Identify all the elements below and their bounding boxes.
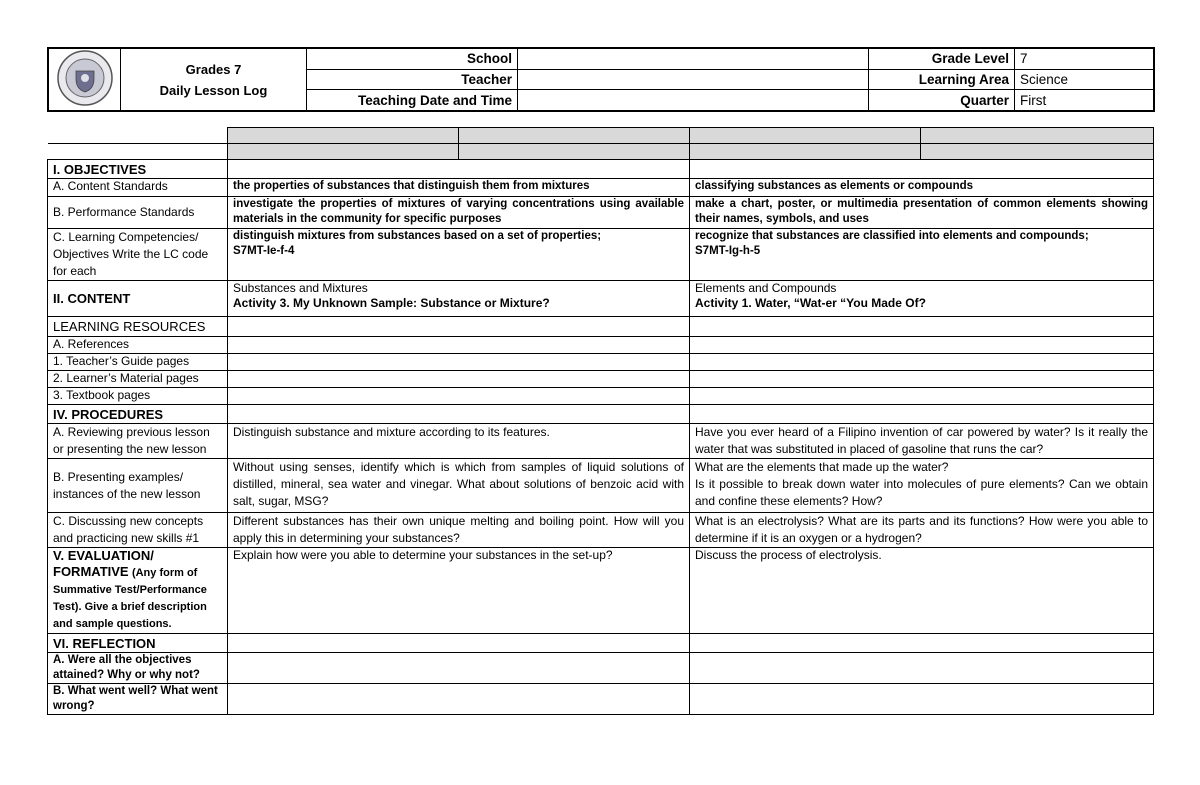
- quarter-field[interactable]: First: [1015, 90, 1155, 111]
- reflection-a-label: A. Were all the objectives attained? Why or why not?: [48, 653, 228, 684]
- reflection-a-row: [48, 653, 1154, 684]
- performance-standards-cell-2[interactable]: make a chart, poster, or multimedia presentation of common elements showing their names, symbols, and uses: [690, 197, 1154, 229]
- day-subheader-cell[interactable]: [921, 144, 1154, 160]
- day-subheader-cell[interactable]: [228, 144, 459, 160]
- day-subheader-cell[interactable]: [459, 144, 690, 160]
- procedure-b-label: B. Presenting examples/ instances of the new lesson: [48, 459, 228, 513]
- competencies-cell-2[interactable]: [690, 229, 1154, 281]
- day-subheader-row: [48, 144, 1154, 160]
- learners-material-label: 2. Learner’s Material pages: [48, 371, 228, 388]
- procedure-a-row: [48, 424, 1154, 459]
- competency-code: S7MT-Ig-h-5: [695, 245, 761, 257]
- procedure-b-question: Is it possible to break down water into molecules of pure elements? Can we obtain and confine these elements? How?: [695, 477, 1148, 508]
- quarter-label: Quarter: [869, 90, 1015, 111]
- content-standards-label: A. Content Standards: [48, 179, 228, 197]
- procedure-b-cell-1[interactable]: Without using senses, identify which is which from samples of liquid solutions of distilled, mineral, sea water and vinegar. What about solutions of benzoic acid with salt, sugar, MSG?: [228, 459, 690, 513]
- learning-area-field[interactable]: Science: [1015, 69, 1155, 90]
- day-header-cell[interactable]: [228, 128, 459, 144]
- competency-text: distinguish mixtures from substances based on a set of properties;: [233, 230, 602, 242]
- teachers-guide-label: 1. Teacher’s Guide pages: [48, 354, 228, 371]
- deped-seal-logo: [48, 48, 121, 111]
- procedure-b-question: What are the elements that made up the water?: [695, 460, 949, 474]
- procedure-b-cell-2[interactable]: [690, 459, 1154, 513]
- procedure-c-row: [48, 513, 1154, 548]
- teacher-label: Teacher: [307, 69, 518, 90]
- day-subheader-cell[interactable]: [690, 144, 921, 160]
- reflection-heading: VI. REFLECTION: [48, 634, 228, 653]
- log-title-grade: Grades 7: [185, 61, 242, 77]
- seal-icon: [56, 49, 114, 107]
- evaluation-cell-2[interactable]: Discuss the process of electrolysis.: [690, 548, 1154, 634]
- competencies-label: C. Learning Competencies/ Objectives Write the LC code for each: [48, 229, 228, 281]
- reflection-heading-row: [48, 634, 1154, 653]
- day-header-cell[interactable]: [921, 128, 1154, 144]
- procedure-a-cell-1[interactable]: Distinguish substance and mixture according to its features.: [228, 424, 690, 459]
- content-standards-row: [48, 179, 1154, 197]
- performance-standards-cell-1[interactable]: investigate the properties of mixtures of varying concentrations using available materials in the community for specific purposes: [228, 197, 690, 229]
- performance-standards-row: [48, 197, 1154, 229]
- content-standards-cell-1[interactable]: the properties of substances that distinguish them from mixtures: [228, 179, 690, 197]
- content-cell-1[interactable]: [228, 281, 690, 317]
- objectives-heading-row: [48, 160, 1154, 179]
- procedure-a-label: A. Reviewing previous lesson or presenting the new lesson: [48, 424, 228, 459]
- evaluation-row: [48, 548, 1154, 634]
- resources-heading: LEARNING RESOURCES: [48, 317, 228, 337]
- performance-standards-label: B. Performance Standards: [48, 197, 228, 229]
- school-field[interactable]: [518, 48, 869, 69]
- reflection-b-row: [48, 684, 1154, 715]
- competencies-row: [48, 229, 1154, 281]
- lesson-log-table: [47, 127, 1154, 715]
- references-row: [48, 337, 1154, 354]
- grade-level-field[interactable]: 7: [1015, 48, 1155, 69]
- log-title: [121, 48, 307, 111]
- procedure-b-row: [48, 459, 1154, 513]
- teacher-field[interactable]: [518, 69, 869, 90]
- procedure-c-cell-2[interactable]: What is an electrolysis? What are its parts and its functions? How were you able to determine if it is an oxygen or a hydrogen?: [690, 513, 1154, 548]
- procedure-c-cell-1[interactable]: Different substances has their own unique melting and boiling point. How will you apply this in determining your substances?: [228, 513, 690, 548]
- header-table: [47, 47, 1155, 112]
- log-title-name: Daily Lesson Log: [159, 82, 268, 98]
- day-header-cell[interactable]: [459, 128, 690, 144]
- content-standards-cell-2[interactable]: classifying substances as elements or compounds: [690, 179, 1154, 197]
- day-header-cell[interactable]: [690, 128, 921, 144]
- resources-heading-row: [48, 317, 1154, 337]
- content-heading: II. CONTENT: [48, 281, 228, 317]
- procedure-c-label: C. Discussing new concepts and practicing new skills #1: [48, 513, 228, 548]
- competency-code: S7MT-Ie-f-4: [233, 245, 295, 257]
- evaluation-cell-1[interactable]: Explain how were you able to determine your substances in the set-up?: [228, 548, 690, 634]
- textbook-row: [48, 388, 1154, 405]
- reflection-b-label: B. What went well? What went wrong?: [48, 684, 228, 715]
- content-activity: Activity 3. My Unknown Sample: Substance or Mixture?: [233, 296, 550, 310]
- procedures-heading-row: [48, 405, 1154, 424]
- teachers-guide-row: [48, 354, 1154, 371]
- competency-text: recognize that substances are classified into elements and compounds;: [695, 230, 1089, 242]
- evaluation-heading: V. EVALUATION/ FORMATIVE: [53, 548, 154, 579]
- content-cell-2[interactable]: [690, 281, 1154, 317]
- competencies-cell-1[interactable]: [228, 229, 690, 281]
- evaluation-subheading: (Any form of Summative Test/Performance Test). Give a brief description and sample questions.: [53, 567, 207, 630]
- content-topic: Substances and Mixtures: [233, 281, 368, 295]
- learners-material-row: [48, 371, 1154, 388]
- textbook-label: 3. Textbook pages: [48, 388, 228, 405]
- learning-area-label: Learning Area: [869, 69, 1015, 90]
- content-activity: Activity 1. Water, “Wat-er “You Made Of?: [695, 296, 926, 310]
- objectives-heading: I. OBJECTIVES: [48, 160, 228, 179]
- content-row: [48, 281, 1154, 317]
- school-label: School: [307, 48, 518, 69]
- procedures-heading: IV. PROCEDURES: [48, 405, 228, 424]
- grade-level-label: Grade Level: [869, 48, 1015, 69]
- teaching-date-field[interactable]: [518, 90, 869, 111]
- procedure-a-cell-2[interactable]: Have you ever heard of a Filipino invention of car powered by water? Is it really the water that was substituted in placed of gasoline that runs the car?: [690, 424, 1154, 459]
- content-topic: Elements and Compounds: [695, 281, 837, 295]
- references-label: A. References: [48, 337, 228, 354]
- day-header-row: [48, 128, 1154, 144]
- teaching-date-label: Teaching Date and Time: [307, 90, 518, 111]
- evaluation-label: [48, 548, 228, 634]
